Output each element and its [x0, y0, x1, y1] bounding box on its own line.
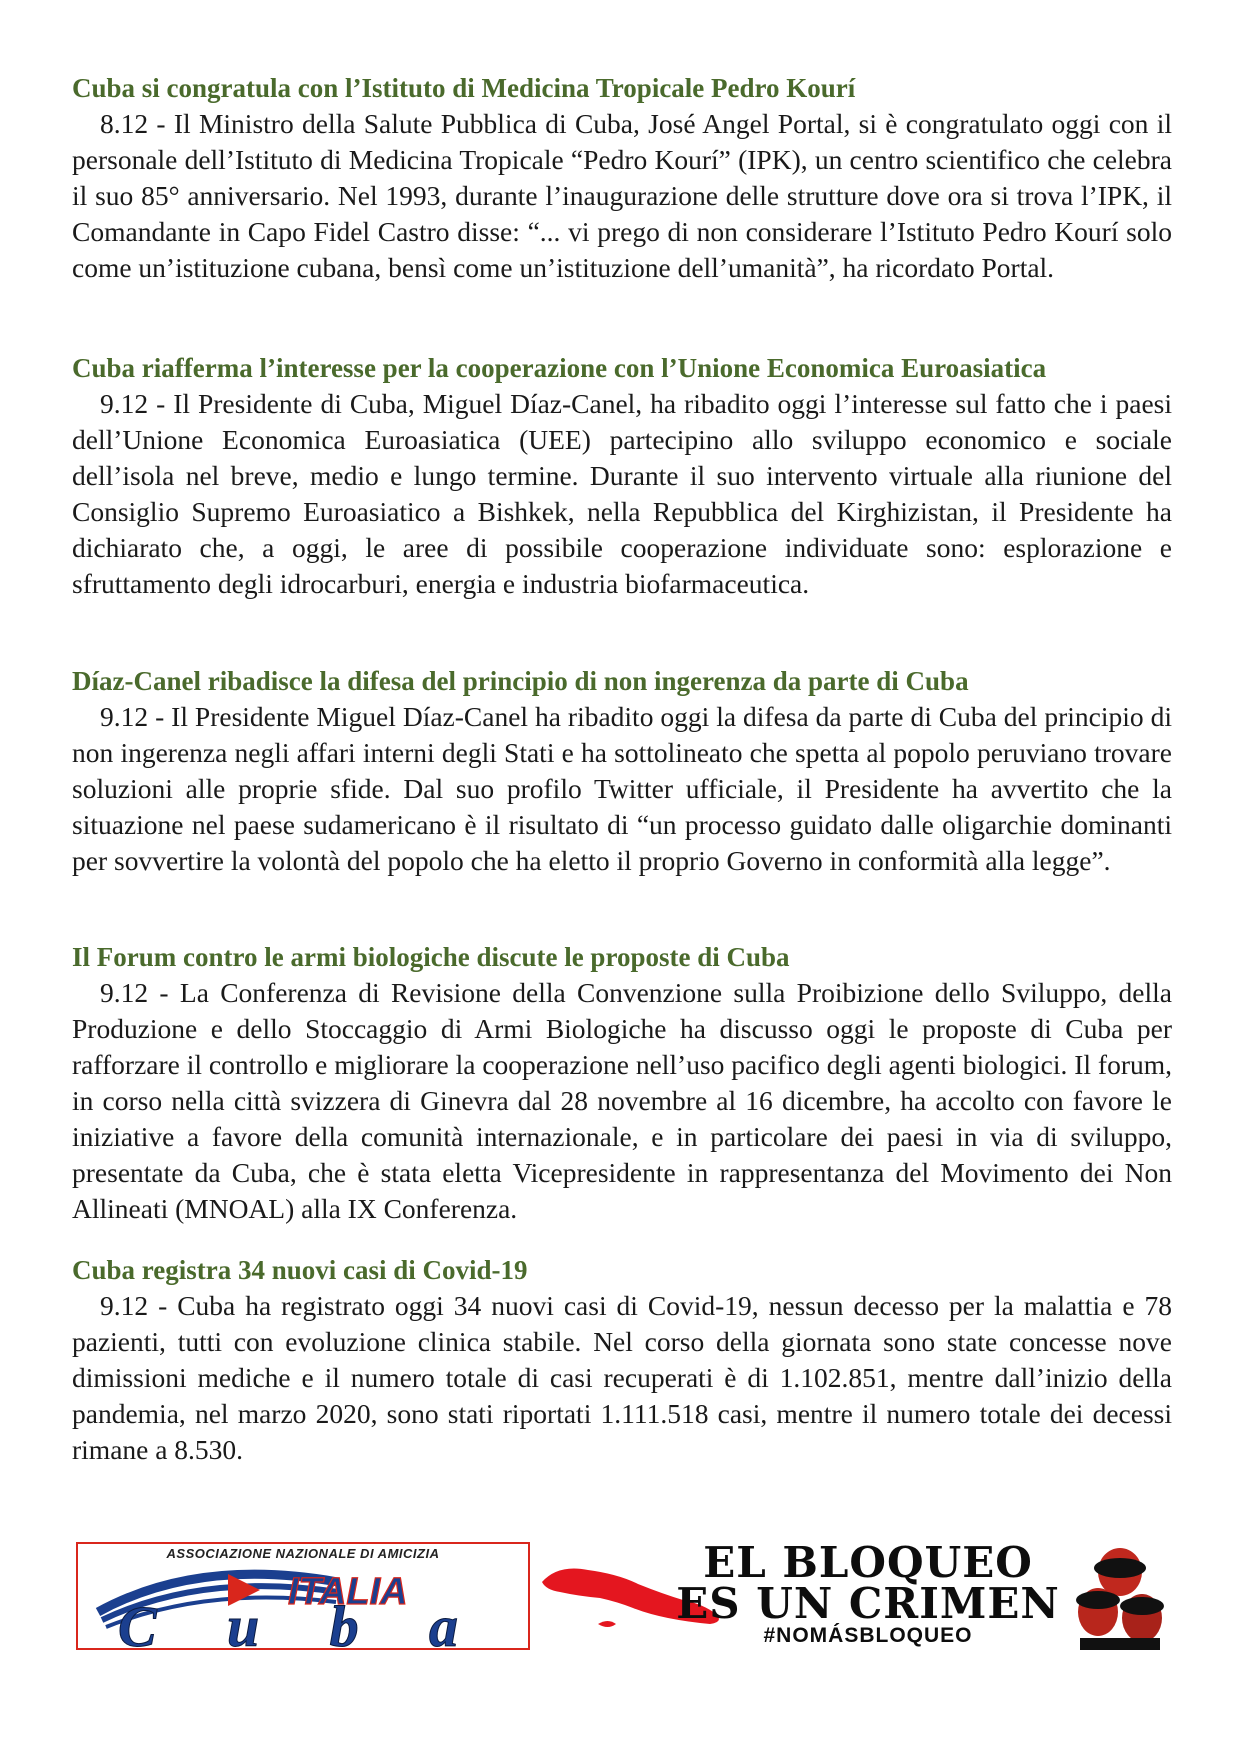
- article-title: Il Forum contro le armi biologiche discute le proposte di Cuba: [72, 942, 790, 972]
- article-body: 9.12 - La Conferenza di Revisione della Convenzione sulla Proibizione dello Sviluppo, della Produzione e dello Stoccaggio di Armi Biologiche ha discusso oggi le proposte di Cuba per rafforzare il controllo e migliorare la cooperazione nell’uso pacifico degli agenti biologici. Il forum, in corso nella città svizzera di Ginevra dal 28 novembre al 16 dicembre, ha accolto con favore le iniziative a favore della comunità internazionale, e in particolare dei paesi in via di sviluppo, presentate da Cuba, che è stata eletta Vicepresidente in rappresentanza del Movimento dei Non Allineati (MNOAL) alla IX Conferenza.: [72, 977, 1172, 1224]
- cuba-word: Cuba: [118, 1594, 458, 1650]
- footer-logos: [72, 1538, 1172, 1656]
- slogan-line-2: ES UN CRIMEN: [676, 1579, 1060, 1628]
- article-non-ingerenza: [72, 665, 1172, 879]
- italia-cuba-emblem: [78, 1562, 528, 1650]
- bloqueo-slogan: [668, 1538, 1068, 1648]
- article-body: 9.12 - Il Presidente Miguel Díaz-Canel ha ribadito oggi la difesa da parte di Cuba del principio di non ingerenza negli affari interni degli Stati e ha sottolineato che spetta al popolo peruviano trovare soluzioni alle proprie sfide. Dal suo profilo Twitter ufficiale, il Presidente ha avvertito che la situazione nel paese sudamericano è il risultato di “un processo guidato dalle oligarchie dominanti per sovvertire la volontà del popolo che ha eletto il proprio Governo in conformità alla legge”.: [72, 701, 1172, 876]
- italia-cuba-logo: [76, 1542, 530, 1650]
- article-ipk: [72, 72, 1172, 286]
- article-title: Cuba si congratula con l’Istituto di Medicina Tropicale Pedro Kourí: [72, 73, 856, 103]
- hashtag: #NOMÁSBLOQUEO: [763, 1624, 973, 1647]
- article-title: Díaz-Canel ribadisce la difesa del principio di non ingerenza da parte di Cuba: [72, 666, 969, 696]
- article-body: 9.12 - Il Presidente di Cuba, Miguel Díaz-Canel, ha ribadito oggi l’interesse sul fatto che i paesi dell’Unione Economica Euroasiatica (UEE) partecipino allo sviluppo economico e sociale dell’isola nel breve, medio e lungo termine. Durante il suo intervento virtuale alla riunione del Consiglio Supremo Euroasiatico a Bishkek, nella Repubblica del Kirghizistan, il Presidente ha dichiarato che, a oggi, le aree di possibile cooperazione individuate sono: esplorazione e sfruttamento degli idrocarburi, energia e industria biofarmaceutica.: [72, 388, 1172, 599]
- article-armi-biologiche: [72, 941, 1172, 1227]
- article-body: 8.12 - Il Ministro della Salute Pubblica di Cuba, José Angel Portal, si è congratulato oggi con il personale dell’Istituto di Medicina Tropicale “Pedro Kourí” (IPK), un centro scientifico che celebra il suo 85° anniversario. Nel 1993, durante l’inaugurazione delle strutture dove ora si trova l’IPK, il Comandante in Capo Fidel Castro disse: “... vi prego di non considerare l’Istituto Pedro Kourí solo come un’istituzione cubana, bensì come un’istituzione dell’umanità”, ha ricordato Portal.: [72, 108, 1172, 283]
- revolutionaries-portrait-icon: [1072, 1542, 1168, 1650]
- article-title: Cuba riafferma l’interesse per la cooperazione con l’Unione Economica Euroasiatica: [72, 353, 1047, 383]
- slogan-line-1: EL BLOQUEO: [703, 1538, 1033, 1587]
- association-label: ASSOCIAZIONE NAZIONALE DI AMICIZIA: [166, 1546, 440, 1561]
- bloqueo-logo: [538, 1538, 1168, 1652]
- article-uee: [72, 352, 1172, 602]
- article-title: Cuba registra 34 nuovi casi di Covid-19: [72, 1255, 528, 1285]
- italia-word: ITALIA: [288, 1571, 408, 1613]
- article-covid: [72, 1254, 1172, 1468]
- article-body: 9.12 - Cuba ha registrato oggi 34 nuovi casi di Covid-19, nessun decesso per la malattia e 78 pazienti, tutti con evoluzione clinica stabile. Nel corso della giornata sono state concesse nove dimissioni mediche e il numero totale di casi recuperati è di 1.102.851, mentre dall’inizio della pandemia, nel marzo 2020, sono stati riportati 1.111.518 casi, mentre il numero totale dei decessi rimane a 8.530.: [72, 1290, 1172, 1465]
